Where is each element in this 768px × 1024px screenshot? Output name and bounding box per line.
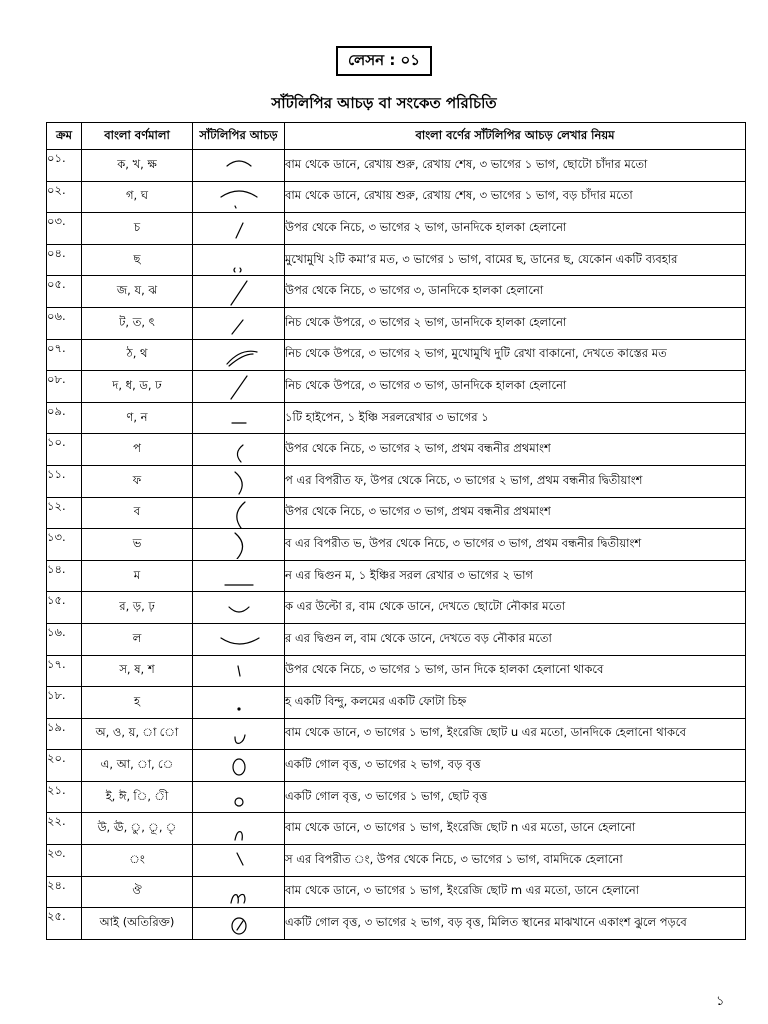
shorthand-table — [46, 122, 746, 940]
row-letters: উ, ঊ, ু, ূ, ৃ — [82, 813, 193, 845]
table-row — [47, 750, 746, 782]
row-symbol — [193, 181, 285, 213]
table-row — [47, 434, 746, 466]
row-symbol — [193, 465, 285, 497]
row-symbol — [193, 781, 285, 813]
table-row — [47, 845, 746, 877]
slash-left-1of3-icon — [213, 845, 265, 875]
row-symbol — [193, 150, 285, 182]
row-symbol — [193, 560, 285, 592]
row-rule: স এর বিপরীত ং, উপর থেকে নিচে, ৩ ভাগের ১ ভাগ, বামদিকে হেলানো — [285, 845, 746, 877]
bent-lines-icon — [213, 340, 265, 370]
small-u-icon — [213, 719, 265, 749]
table-row — [47, 307, 746, 339]
arc-top-large-icon — [213, 182, 265, 212]
row-letters: এ, আ, া, ে — [82, 750, 193, 782]
row-rule: উপর থেকে নিচে, ৩ ভাগের ২ ভাগ, ডানদিকে হালকা হেলানো — [285, 213, 746, 245]
row-letters: হ — [82, 687, 193, 719]
dot-icon — [213, 687, 265, 717]
row-rule: ক এর উল্টো র, বাম থেকে ডানে, দেখতে ছোটো নৌকার মতো — [285, 592, 746, 624]
row-letters: র, ড়, ঢ় — [82, 592, 193, 624]
row-symbol — [193, 750, 285, 782]
row-number: ০৪. — [47, 244, 82, 276]
table-row — [47, 181, 746, 213]
row-letters: ম — [82, 560, 193, 592]
row-number: ১৯. — [47, 718, 82, 750]
row-rule: বাম থেকে ডানে, রেখায় শুরু, রেখায় শেষ, ৩ ভাগের ১ ভাগ, ছোটো চাঁদার মতো — [285, 150, 746, 182]
lesson-label: লেসন : ০১ — [336, 46, 432, 76]
boat-large-icon — [213, 624, 265, 654]
table-row — [47, 276, 746, 308]
table-row — [47, 876, 746, 908]
row-letters: চ — [82, 213, 193, 245]
row-symbol — [193, 497, 285, 529]
table-row — [47, 623, 746, 655]
table-row — [47, 560, 746, 592]
row-rule: নিচ থেকে উপরে, ৩ ভাগের ২ ভাগ, ডানদিকে হালকা হেলানো — [285, 307, 746, 339]
table-row — [47, 655, 746, 687]
line-2of3-icon — [213, 561, 265, 591]
table-row — [47, 402, 746, 434]
curve-right-2of3-icon — [213, 466, 265, 496]
slash-3of3-icon — [213, 277, 265, 307]
hyphen-icon — [213, 403, 265, 433]
row-symbol — [193, 687, 285, 719]
row-number: ১২. — [47, 497, 82, 529]
row-letters: দ, ধ, ড, ঢ — [82, 371, 193, 403]
row-number: ০২. — [47, 181, 82, 213]
row-number: ১৫. — [47, 592, 82, 624]
header-rule: বাংলা বর্ণের সাঁটলিপির আচড় লেখার নিয়ম — [285, 123, 746, 150]
row-number: ১৭. — [47, 655, 82, 687]
small-m-icon — [213, 877, 265, 907]
row-rule: একটি গোল বৃত্ত, ৩ ভাগের ২ ভাগ, বড় বৃত্ত, মিলিত স্থানের মাঝখানে একাংশ ঝুলে পড়বে — [285, 908, 746, 940]
row-number: ২৪. — [47, 876, 82, 908]
row-rule: ১টি হাইপেন, ১ ইঞ্চি সরলরেখার ৩ ভাগের ১ — [285, 402, 746, 434]
row-letters: প — [82, 434, 193, 466]
row-letters: ট, ত, ৎ — [82, 307, 193, 339]
row-number: ১১. — [47, 465, 82, 497]
row-rule: একটি গোল বৃত্ত, ৩ ভাগের ২ ভাগ, বড় বৃত্ত — [285, 750, 746, 782]
slash-2of3-icon — [213, 213, 265, 243]
slash-1of3-icon — [213, 656, 265, 686]
header-no: ক্রম — [47, 123, 82, 150]
row-symbol — [193, 371, 285, 403]
row-symbol — [193, 276, 285, 308]
table-row — [47, 813, 746, 845]
table-row — [47, 339, 746, 371]
row-letters: ণ, ন — [82, 402, 193, 434]
curve-left-3of3-icon — [213, 498, 265, 528]
boat-small-icon — [213, 593, 265, 623]
row-letters: স, ষ, শ — [82, 655, 193, 687]
row-symbol — [193, 813, 285, 845]
curve-right-3of3-icon — [213, 529, 265, 559]
row-rule: প এর বিপরীত ফ, উপর থেকে নিচে, ৩ ভাগের ২ ভাগ, প্রথম বন্ধনীর দ্বিতীয়াংশ — [285, 465, 746, 497]
slash-up-2of3-icon — [213, 308, 265, 338]
row-letters: ক, খ, ক্ষ — [82, 150, 193, 182]
row-symbol — [193, 718, 285, 750]
arc-top-small-icon — [213, 150, 265, 180]
row-rule: বাম থেকে ডানে, রেখায় শুরু, রেখায় শেষ, ৩ ভাগের ১ ভাগ, বড় চাঁদার মতো — [285, 181, 746, 213]
row-symbol — [193, 434, 285, 466]
row-number: ১০. — [47, 434, 82, 466]
row-letters: ঠ, থ — [82, 339, 193, 371]
row-number: ০৮. — [47, 371, 82, 403]
circle-slash-icon — [213, 909, 265, 939]
row-symbol — [193, 876, 285, 908]
slash-up-3of3-icon — [213, 371, 265, 401]
row-symbol — [193, 402, 285, 434]
row-number: ২১. — [47, 781, 82, 813]
row-rule: উপর থেকে নিচে, ৩ ভাগের ২ ভাগ, প্রথম বন্ধনীর প্রথমাংশ — [285, 434, 746, 466]
row-symbol — [193, 529, 285, 561]
header-letters: বাংলা বর্ণমালা — [82, 123, 193, 150]
table-row — [47, 244, 746, 276]
small-n-icon — [213, 814, 265, 844]
row-number: ০৫. — [47, 276, 82, 308]
row-letters: ই, ঈ, ি, ী — [82, 781, 193, 813]
row-symbol — [193, 908, 285, 940]
row-rule: মুখোমুখি ২টি কমা’র মত, ৩ ভাগের ১ ভাগ, বামের ছ, ডানের ছ, যেকোন একটি ব্যবহার — [285, 244, 746, 276]
table-row — [47, 908, 746, 940]
table-row — [47, 465, 746, 497]
row-rule: বাম থেকে ডানে, ৩ ভাগের ১ ভাগ, ইংরেজি ছোট n এর মতো, ডানে হেলানো — [285, 813, 746, 845]
row-letters: ল — [82, 623, 193, 655]
row-letters: ঔ — [82, 876, 193, 908]
table-row — [47, 781, 746, 813]
table-row — [47, 718, 746, 750]
row-rule: উপর থেকে নিচে, ৩ ভাগের ৩, ডানদিকে হালকা হেলানো — [285, 276, 746, 308]
table-header-row — [47, 123, 746, 150]
curve-left-2of3-icon — [213, 435, 265, 465]
row-letters: ং — [82, 845, 193, 877]
row-rule: হ একটি বিন্দু, কলমের একটি ফোটা চিহ্ন — [285, 687, 746, 719]
table-row — [47, 213, 746, 245]
row-rule: ন এর দ্বিগুন ম, ১ ইঞ্চির সরল রেখার ৩ ভাগের ২ ভাগ — [285, 560, 746, 592]
row-rule: নিচ থেকে উপরে, ৩ ভাগের ৩ ভাগ, ডানদিকে হালকা হেলানো — [285, 371, 746, 403]
table-row — [47, 150, 746, 182]
row-rule: উপর থেকে নিচে, ৩ ভাগের ১ ভাগ, ডান দিকে হালকা হেলানো থাকবে — [285, 655, 746, 687]
row-number: ১৩. — [47, 529, 82, 561]
circle-large-icon — [213, 751, 265, 781]
row-number: ০৯. — [47, 402, 82, 434]
row-symbol — [193, 655, 285, 687]
table-row — [47, 592, 746, 624]
row-rule: বাম থেকে ডানে, ৩ ভাগের ১ ভাগ, ইংরেজি ছোট m এর মতো, ডানে হেলানো — [285, 876, 746, 908]
table-row — [47, 371, 746, 403]
row-letters: আই (অতিরিক্ত) — [82, 908, 193, 940]
page-number: ১ — [716, 994, 725, 1009]
row-number: ২৩. — [47, 845, 82, 877]
row-letters: ভ — [82, 529, 193, 561]
row-number: ২২. — [47, 813, 82, 845]
row-letters: অ, ও, য়, া ো — [82, 718, 193, 750]
row-symbol — [193, 339, 285, 371]
row-symbol — [193, 623, 285, 655]
row-symbol — [193, 592, 285, 624]
row-number: ২৫. — [47, 908, 82, 940]
row-rule: নিচ থেকে উপরে, ৩ ভাগের ২ ভাগ, মুখোমুখি দুটি রেখা বাকানো, দেখতে কাস্তের মত — [285, 339, 746, 371]
row-number: ২০. — [47, 750, 82, 782]
row-letters: ছ — [82, 244, 193, 276]
row-symbol — [193, 244, 285, 276]
row-letters: ফ — [82, 465, 193, 497]
row-letters: জ, য, ঝ — [82, 276, 193, 308]
row-letters: গ, ঘ — [82, 181, 193, 213]
table-row — [47, 687, 746, 719]
table-row — [47, 497, 746, 529]
row-rule: একটি গোল বৃত্ত, ৩ ভাগের ১ ভাগ, ছোট বৃত্ত — [285, 781, 746, 813]
page-title: সাঁটলিপির আচড় বা সংকেত পরিচিতি — [271, 94, 497, 112]
row-number: ০১. — [47, 150, 82, 182]
row-symbol — [193, 845, 285, 877]
row-number: ০৭. — [47, 339, 82, 371]
circle-small-icon — [213, 782, 265, 812]
double-hook-icon — [213, 245, 265, 275]
row-symbol — [193, 307, 285, 339]
row-number: ১৬. — [47, 623, 82, 655]
row-number: ০৬. — [47, 307, 82, 339]
row-rule: র এর দ্বিগুন ল, বাম থেকে ডানে, দেখতে বড় নৌকার মতো — [285, 623, 746, 655]
row-symbol — [193, 213, 285, 245]
row-rule: ব এর বিপরীত ভ, উপর থেকে নিচে, ৩ ভাগের ৩ ভাগ, প্রথম বন্ধনীর দ্বিতীয়াংশ — [285, 529, 746, 561]
row-rule: উপর থেকে নিচে, ৩ ভাগের ৩ ভাগ, প্রথম বন্ধনীর প্রথমাংশ — [285, 497, 746, 529]
header-symbol: সাঁটলিপির আচড় — [193, 123, 285, 150]
row-number: ০৩. — [47, 213, 82, 245]
row-rule: বাম থেকে ডানে, ৩ ভাগের ১ ভাগ, ইংরেজি ছোট u এর মতো, ডানদিকে হেলানো থাকবে — [285, 718, 746, 750]
row-number: ১৪. — [47, 560, 82, 592]
row-letters: ব — [82, 497, 193, 529]
row-number: ১৮. — [47, 687, 82, 719]
table-row — [47, 529, 746, 561]
